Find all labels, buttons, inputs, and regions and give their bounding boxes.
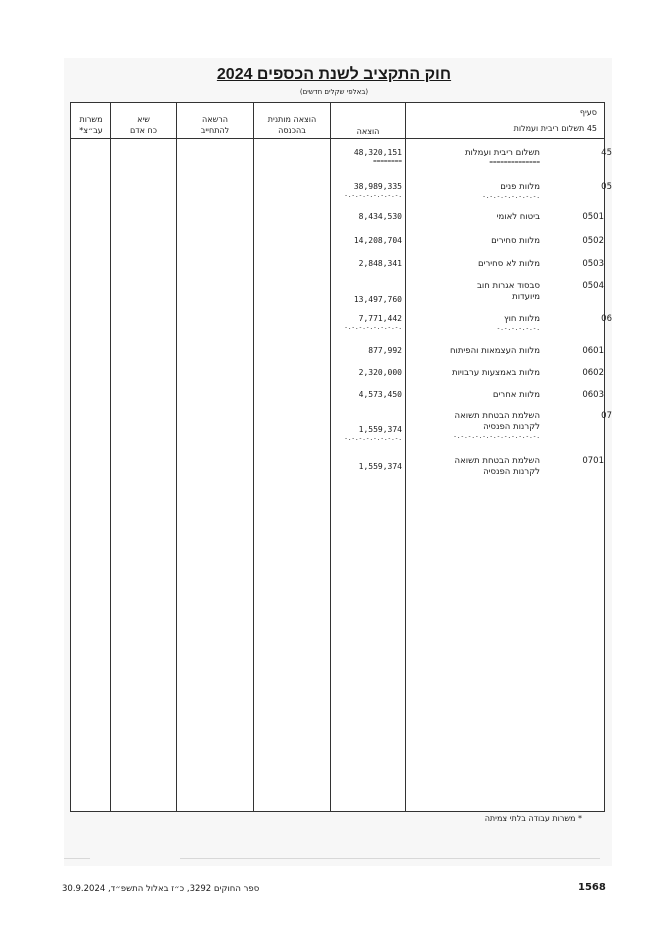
- row-amount: [344, 182, 402, 200]
- row-amount: [354, 295, 402, 305]
- row-code-primary: 06: [582, 368, 594, 378]
- row-name-line2: לקרנות הפנסיה: [483, 467, 540, 477]
- row-amount-value: 7,771,442: [358, 314, 402, 323]
- row-name: [497, 314, 540, 333]
- row-amount-value: 13,497,760: [353, 295, 402, 304]
- header-peak-staff: [111, 114, 176, 136]
- row-name-line1: מלוות באמצעות ערבויות: [451, 368, 540, 378]
- page-number: 1568: [578, 882, 606, 893]
- row-amount-value: 38,989,335: [353, 182, 402, 191]
- row-name: [453, 411, 540, 441]
- row-amount: [359, 368, 402, 378]
- row-name-line1: תשלום ריבית ועמלות: [464, 148, 540, 158]
- row-code-secondary: 01: [593, 212, 604, 222]
- header-jobs: [72, 114, 110, 136]
- row-name-line1: מלוות העצמאות והפיתוח: [449, 346, 540, 356]
- row-name-underline: ==============: [489, 159, 540, 166]
- row-amount: [359, 259, 402, 269]
- header-conditional-line1: הוצאה מותנית: [267, 115, 317, 124]
- row-code-primary: 05: [582, 259, 594, 269]
- row-code-secondary: 02: [593, 236, 604, 246]
- row-code: [593, 148, 612, 159]
- row-name: [450, 346, 540, 357]
- row-code-secondary: 02: [593, 368, 604, 378]
- row-code-secondary: 01: [593, 456, 604, 466]
- header-section-code: 45: [586, 124, 597, 133]
- row-code-primary: 07: [601, 411, 612, 421]
- row-name: [482, 182, 540, 201]
- publication-line: ספר החוקים 3292, כ״ז באלול התשפ״ד, 30.9.2024: [62, 884, 260, 894]
- row-name-underline: -.-.-.-.-.-.: [496, 325, 540, 332]
- row-name-line1: ביטוח לאומי: [496, 212, 540, 222]
- header-jobs-line1: משרות: [79, 115, 103, 124]
- header-divider: [70, 138, 605, 139]
- column-divider: [330, 102, 331, 812]
- row-code: [582, 456, 612, 467]
- row-code: [593, 314, 612, 325]
- row-code: [582, 259, 612, 270]
- header-section-line: [514, 123, 597, 134]
- row-code-secondary: 03: [593, 390, 604, 400]
- row-amount-value: 14,208,704: [353, 236, 402, 245]
- row-amount-value: 2,848,341: [358, 259, 402, 268]
- row-name-line1: מלוות אחרים: [492, 390, 540, 400]
- row-code: [582, 236, 612, 247]
- row-code: [593, 182, 612, 193]
- row-code-primary: 45: [601, 148, 612, 158]
- row-name-line2: לקרנות הפנסיה: [483, 422, 540, 432]
- row-amount-underline: -.-.-.-.-.-.-.-.: [344, 435, 402, 442]
- row-code-primary: 05: [601, 182, 612, 192]
- row-code: [582, 368, 612, 379]
- row-code-secondary: 03: [593, 259, 604, 269]
- scan-artifact: [64, 858, 90, 859]
- footnote: [485, 814, 582, 823]
- row-name: [491, 236, 540, 247]
- row-amount-value: 4,573,450: [358, 390, 402, 399]
- row-amount: [359, 390, 402, 400]
- header-commitment-line2: להתחייב: [200, 126, 230, 135]
- row-amount-value: 2,320,000: [358, 368, 402, 377]
- row-amount-underline: -.-.-.-.-.-.-.-.: [344, 324, 402, 331]
- row-code-primary: 06: [601, 314, 612, 324]
- header-conditional-expense: [254, 114, 330, 136]
- row-amount-value: 1,559,374: [358, 425, 402, 434]
- row-name-line2: מיועדות: [512, 292, 540, 302]
- row-amount-underline: -.-.-.-.-.-.-.-.: [344, 192, 402, 199]
- row-amount-value: 1,559,374: [358, 462, 402, 471]
- row-code: [582, 390, 612, 401]
- row-amount-value: 48,320,151: [353, 148, 402, 157]
- row-code: [582, 281, 612, 292]
- header-commitment-line1: הרשאה: [202, 115, 228, 124]
- page-title: חוק התקציב לשנת הכספים 2024: [216, 66, 452, 83]
- row-code-secondary: 01: [593, 346, 604, 356]
- row-name-line1: מלוות לא סחירים: [477, 259, 540, 269]
- row-name: [497, 212, 540, 223]
- footnote-mark: *: [578, 814, 582, 823]
- row-amount-value: 877,992: [368, 346, 402, 355]
- row-amount: [354, 148, 402, 166]
- header-peak-line1: שיא: [137, 115, 150, 124]
- row-code-primary: 06: [582, 346, 594, 356]
- row-code: [582, 346, 612, 357]
- row-amount: [344, 425, 402, 443]
- header-expense: הוצאה: [356, 127, 380, 136]
- column-divider: [253, 102, 254, 812]
- row-amount: [368, 346, 402, 356]
- row-name-underline: -.-.-.-.-.-.-.-.: [482, 193, 540, 200]
- row-amount: [344, 314, 402, 332]
- row-name-line1: השלמת הבטחת תשואה: [454, 411, 540, 421]
- header-conditional-line2: בהכנסה: [278, 126, 306, 135]
- row-name-line1: מלוות סחירים: [491, 236, 540, 246]
- column-divider: [176, 102, 177, 812]
- scan-artifact: [180, 858, 600, 859]
- column-divider: [405, 102, 406, 812]
- row-name: [465, 148, 540, 167]
- header-peak-line2: כח אדם: [129, 126, 158, 135]
- row-amount-value: 8,434,530: [358, 212, 402, 221]
- row-name: [455, 456, 540, 478]
- row-name: [477, 281, 540, 303]
- row-code: [582, 212, 612, 223]
- row-amount: [359, 462, 402, 472]
- header-section-title: תשלום ריבית ועמלות: [513, 124, 585, 133]
- header-section: סעיף: [579, 108, 597, 117]
- row-amount: [359, 212, 402, 222]
- row-name: [452, 368, 540, 379]
- row-code-primary: 05: [582, 281, 594, 291]
- row-code-secondary: 04: [593, 281, 604, 291]
- row-name-line1: מלוות חוץ: [504, 314, 540, 324]
- row-code: [593, 411, 612, 422]
- row-name-line1: סבסוד אגרות חוב: [477, 281, 540, 291]
- column-divider: [110, 102, 111, 812]
- row-code-primary: 07: [582, 456, 594, 466]
- header-jobs-line2: עב״צ*: [79, 126, 103, 135]
- row-name-underline: -.-.-.-.-.-.-.-.-.-.-.-.: [453, 433, 540, 440]
- row-name-line1: מלוות פנים: [500, 182, 540, 192]
- footnote-text: משרות עבודה בלתי צמיתה: [484, 814, 576, 823]
- row-amount: [354, 236, 402, 246]
- row-name: [493, 390, 540, 401]
- row-code-primary: 06: [582, 390, 594, 400]
- row-name: [478, 259, 540, 270]
- row-name-line1: השלמת הבטחת תשואה: [454, 456, 540, 466]
- header-commitment: [177, 114, 253, 136]
- row-code-primary: 05: [582, 236, 594, 246]
- row-amount-underline: ========: [373, 158, 402, 165]
- row-code-primary: 05: [582, 212, 594, 222]
- page-subtitle: (באלפי שקלים חדשים): [299, 88, 369, 96]
